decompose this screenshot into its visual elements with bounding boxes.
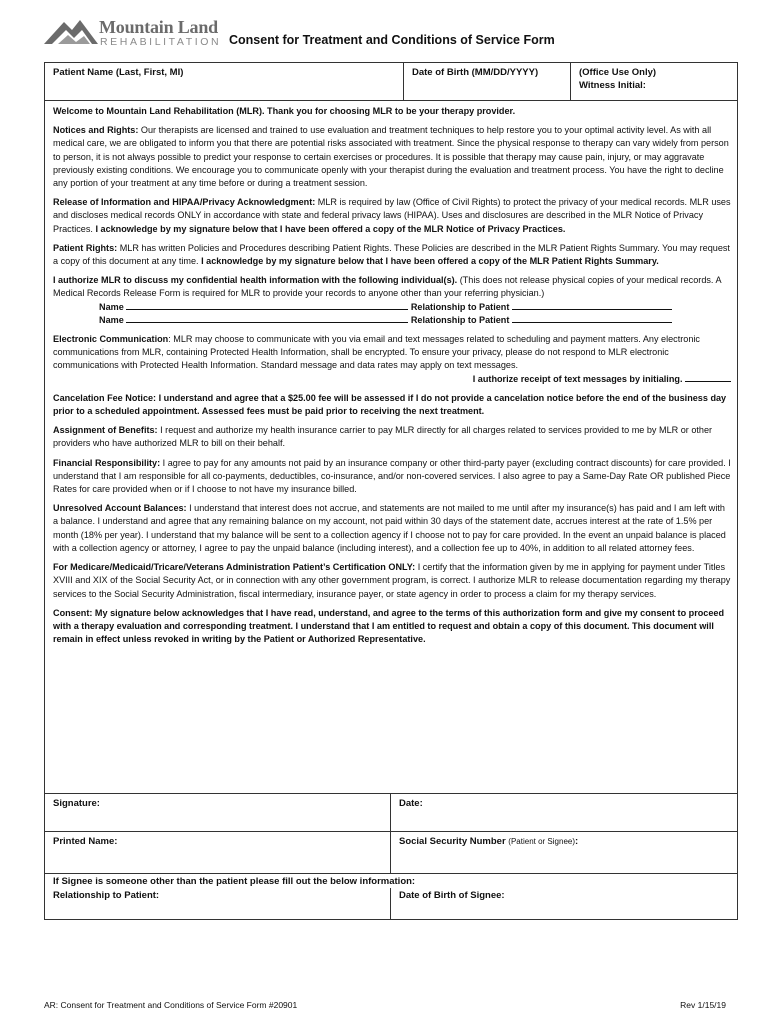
signee-header: If Signee is someone other than the patient please fill out the below information: — [53, 876, 416, 887]
printed-name-label: Printed Name: — [53, 836, 118, 847]
patient-rights-section — [53, 242, 731, 268]
relationship-label: Relationship to Patient — [410, 301, 510, 312]
authorized-person-row — [53, 314, 731, 327]
unresolved-heading: Unresolved Account Balances: — [53, 503, 187, 514]
witness-label: Witness Initial: — [579, 80, 646, 91]
dob-label: Date of Birth (MM/DD/YYYY) — [412, 67, 539, 78]
notices-text: Our therapists are licensed and trained to use evaluation and treatment techniques to help restore you to your optimal activity level. As with all medical care, we are obligated to inform you that there are potential risks associated with treatment. Since the physical response to therapy can vary widely from person to person, it is not always possible to predict your response to certain exercises or procedures. It is possible that therapy may cause pain, injury, or may aggravate previously existing conditions. We encourage you to communicate openly with your therapist during the evaluation and treatment process. You have the right to decline any portion of your treatment at any time before or during a treatment session. — [53, 125, 729, 189]
office-use-label: (Office Use Only) — [579, 67, 657, 78]
authorize-text: (This does not release physical copies of your medical records. A Medical Records Release Form is required for MLR to provide your records to anyone other than your referring physician.) — [53, 275, 722, 299]
welcome-text: Welcome to Mountain Land Rehabilitation (MLR). Thank you for choosing MLR to be your therapy provider. — [53, 106, 516, 116]
text-authorization-initial-input[interactable] — [685, 373, 731, 382]
assignment-text: I request and authorize my health insurance carrier to pay MLR directly for all charges related to services provided to me by MLR or other providers who have authorized MLR to bill on their behalf. — [53, 425, 713, 449]
logo — [44, 16, 222, 50]
authorized-person-row — [53, 301, 731, 314]
logo-name: Mountain Land — [99, 17, 218, 37]
patient-rights-heading: Patient Rights: — [53, 242, 118, 253]
electronic-section — [53, 333, 731, 373]
text-authorization-label: I authorize receipt of text messages by initialing. — [472, 373, 683, 384]
ssn-colon: : — [575, 836, 579, 847]
authorized-name-input[interactable] — [126, 314, 408, 323]
patient-name-label: Patient Name (Last, First, MI) — [53, 67, 184, 78]
medicare-text: I certify that the information given by me in applying for payment under Titles XVIII and XIX of the Social Security Act, or in connection with any other government program, is correct. I authorize MLR to release documentation regarding my therapy services to the Social Security Administration, fiscal intermediary, insurance payer, or state agency in order to process a claim for my therapy services. — [53, 562, 731, 599]
electronic-text: : MLR may choose to communicate with you via email and text messages related to scheduling and payment matters. Any electronic communications from MLR, containing Protected Health Information, shall be encrypted. To ensure your privacy, please do not respond to MLR electronic communications with Protected Health Information. Standard message and data rates may apply on text messages. — [53, 334, 700, 371]
name-label: Name — [99, 301, 124, 312]
ssn-field[interactable] — [390, 832, 737, 873]
financial-heading: Financial Responsibility: — [53, 457, 161, 468]
assignment-heading: Assignment of Benefits: — [53, 425, 158, 436]
unresolved-section — [53, 502, 731, 555]
authorized-relationship-input[interactable] — [512, 314, 672, 323]
cancelation-notice: Cancelation Fee Notice: I understand and agree that a $25.00 fee will be assessed if I do not provide a cancelation notice before the end of the business day prior to a scheduled appointment. Assessed fees must be paid prior to receiving the next treatment. — [53, 392, 727, 417]
relationship-label: Relationship to Patient — [410, 314, 510, 325]
printed-name-row — [45, 832, 737, 874]
form-title: Consent for Treatment and Conditions of Service Form — [229, 33, 555, 47]
patient-rights-text: MLR has written Policies and Procedures describing Patient Rights. These Policies are described in the MLR Patient Rights Summary. You may request a copy of this document at any time. — [53, 242, 730, 267]
form-frame — [44, 62, 738, 920]
medicare-heading: For Medicare/Medicaid/Tricare/Veterans Administration Patient’s Certification ONLY: — [53, 562, 416, 573]
authorize-heading: I authorize MLR to discuss my confidential health information with the following individual(s). — [53, 275, 458, 286]
release-section — [53, 196, 731, 236]
financial-section — [53, 457, 731, 497]
date-label: Date: — [399, 798, 423, 809]
signee-dob-field[interactable] — [390, 888, 737, 920]
financial-text: I agree to pay for any amounts not paid by an insurance company or other third-party payer (excluding contract discounts) for care provided. I understand that I am responsible for all co-payments, deductibles, co-insurance, and/or non-covered services. I also agree to pay a Same-Day Rate OR published Piece Rates for care provided when or if I choose to not have my insurance billed. — [53, 457, 731, 495]
dob-field[interactable] — [403, 63, 570, 101]
mountain-logo-icon — [44, 16, 98, 46]
authorized-name-input[interactable] — [126, 301, 408, 310]
signee-relationship-field[interactable] — [45, 888, 390, 920]
release-heading: Release of Information and HIPAA/Privacy Acknowledgment: — [53, 197, 316, 208]
electronic-heading: Electronic Communication — [53, 334, 169, 345]
release-text: MLR is required by law (Office of Civil Rights) to protect the privacy of your medical records. MLR uses and discloses medical records ONLY in accordance with state and federal privacy laws (HIPAA). Uses and disclosures are described in the MLR Notice of Privacy Practices. — [53, 197, 731, 234]
footer-revision: Rev 1/15/19 — [680, 1000, 726, 1010]
release-ack: I acknowledge by my signature below that I have been offered a copy of the MLR Notice of Privacy Practices. — [95, 223, 566, 234]
assignment-section — [53, 424, 731, 450]
signee-dob-label: Date of Birth of Signee: — [399, 890, 505, 901]
form-body — [53, 105, 731, 652]
signature-area — [45, 793, 737, 919]
signee-relationship-label: Relationship to Patient: — [53, 890, 160, 901]
patient-rights-ack: I acknowledge by my signature below that I have been offered a copy of the MLR Patient Rights Summary. — [201, 256, 659, 267]
signature-label: Signature: — [53, 798, 100, 809]
medicare-section — [53, 561, 731, 601]
name-label: Name — [99, 314, 124, 325]
ssn-note: (Patient or Signee) — [508, 837, 575, 846]
notices-section — [53, 124, 731, 190]
printed-name-field[interactable] — [45, 832, 390, 873]
signature-field[interactable] — [45, 794, 390, 831]
logo-subtitle: REHABILITATION — [100, 36, 222, 48]
footer-form-id: AR: Consent for Treatment and Conditions of Service Form #20901 — [44, 1000, 298, 1010]
patient-name-field[interactable] — [45, 63, 403, 101]
signature-row — [45, 794, 737, 832]
witness-initial-field[interactable] — [570, 63, 737, 101]
notices-heading: Notices and Rights: — [53, 125, 139, 136]
authorize-section — [53, 274, 731, 300]
authorized-relationship-input[interactable] — [512, 301, 672, 310]
date-field[interactable] — [390, 794, 737, 831]
patient-header-row — [45, 63, 737, 101]
signee-row — [45, 888, 737, 920]
unresolved-text: I understand that interest does not accrue, and statements are not mailed to me until after my insurance(s) has paid and I am left with a balance. I understand and agree that any remaining balance on my account, not paid within 30 days of the statement date, accrues interest at the rate of 1.5% per month (18% per year). I understand that my balance will be sent to a collection agency if I choose not to pay for care provided. In the event an unpaid balance is placed with a collection agency or attorney, I agree to pay the unpaid balance (including interest), and a collection fee up to 40%, in addition to all related attorney fees. — [53, 503, 726, 553]
ssn-label: Social Security Number — [399, 836, 506, 847]
text-authorization-row — [53, 373, 731, 386]
consent-text: Consent: My signature below acknowledges that I have read, understand, and agree to the terms of this authorization form and give my consent to proceed with a therapy evaluation and corresponding treatment. I understand that I am entitled to request and obtain a copy of this document. This document will remain in effect unless revoked in writing by the Patient or Authorized Representative. — [53, 607, 725, 645]
